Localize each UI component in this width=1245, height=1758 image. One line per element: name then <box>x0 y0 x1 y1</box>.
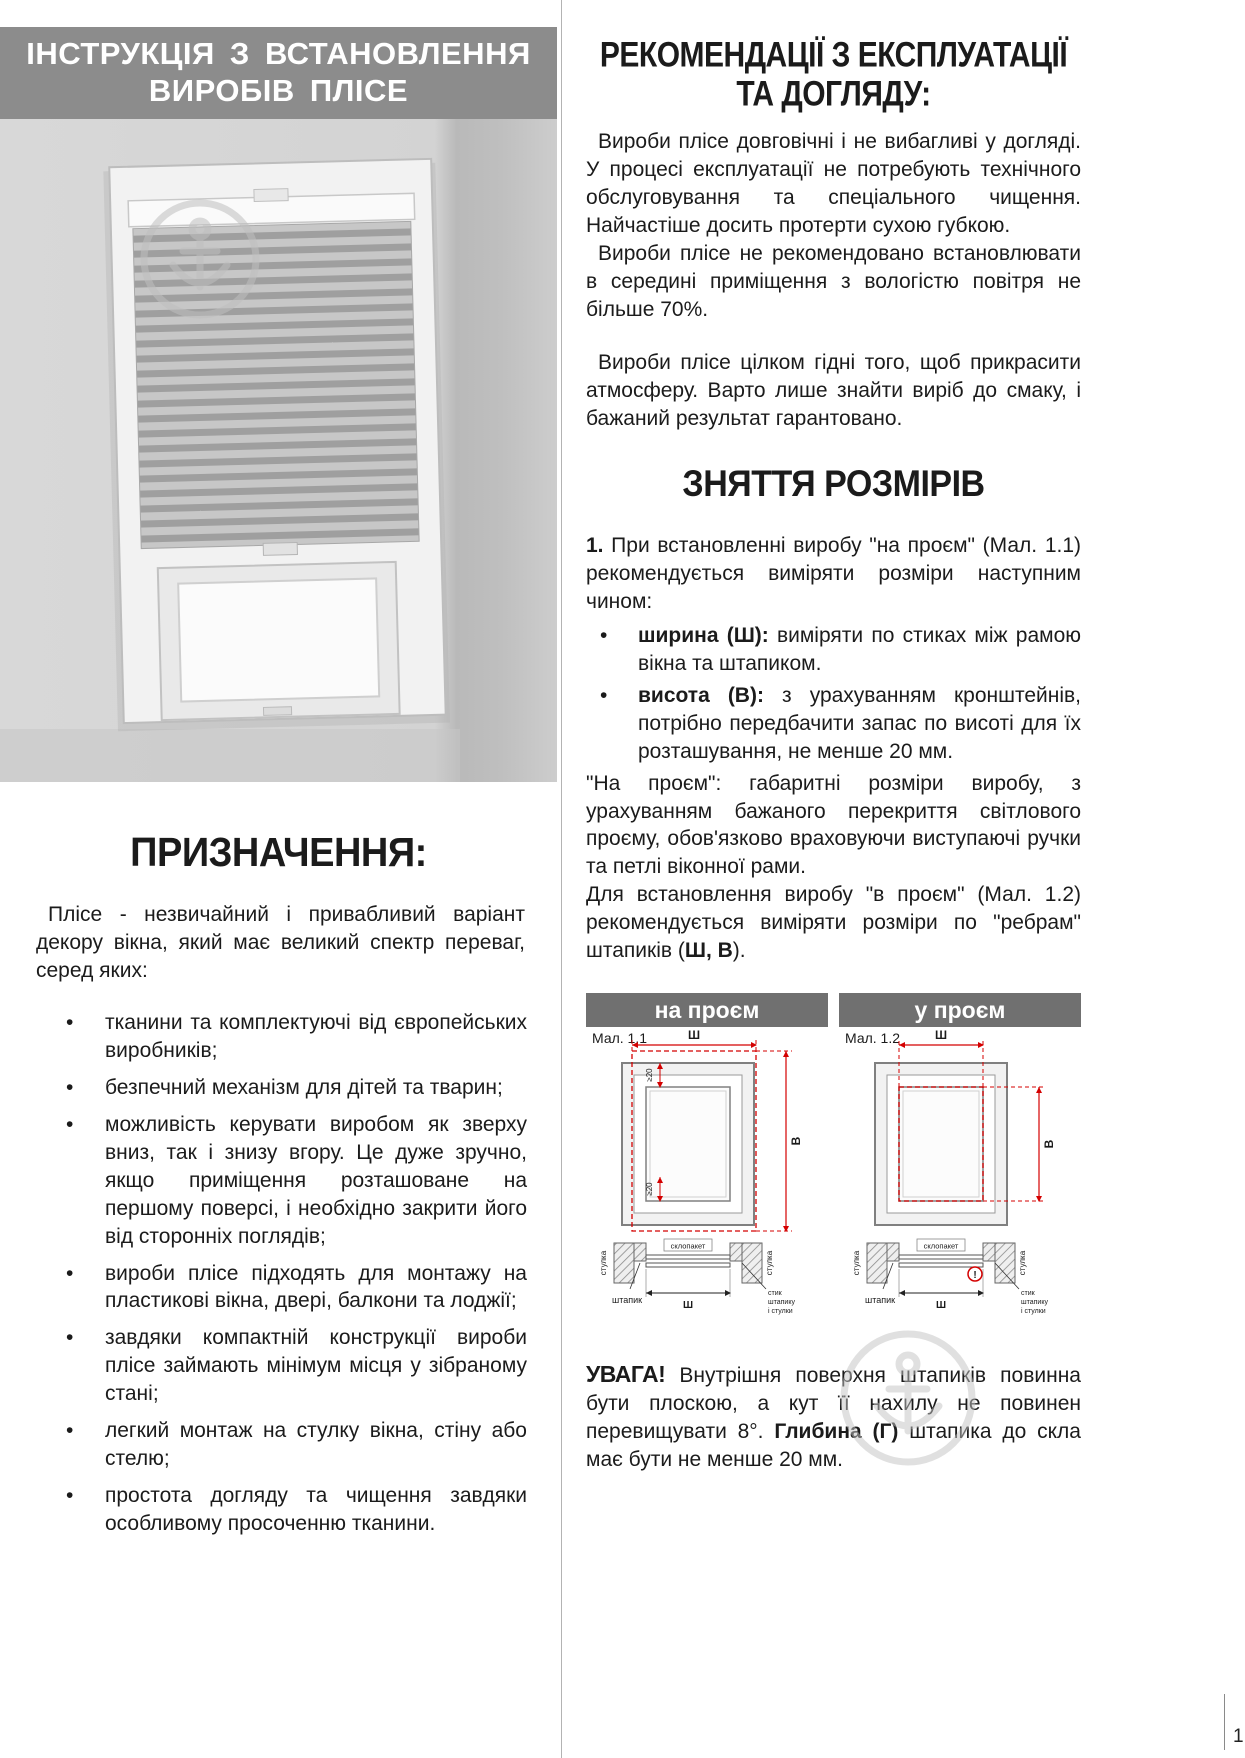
fig2-bead-label: штапик <box>865 1295 896 1306</box>
attention-label: УВАГА! <box>586 1361 666 1388</box>
figure-1-2-drawing <box>839 1027 1081 1327</box>
height-definition: з урахуванням кронштейнів, потрібно передбачити запас по висоті для їх розташування, не менше 20 мм. <box>638 683 1081 763</box>
window-drawing <box>622 1063 754 1225</box>
list-item <box>36 1417 527 1473</box>
fig2-sash-right-label: стулка <box>1018 1250 1027 1276</box>
list-item <box>36 1482 527 1538</box>
fig1-gap-top-label: ≥20 <box>645 1068 654 1082</box>
page-footer <box>1224 1694 1244 1750</box>
fig1-bead-label: штапик <box>612 1295 643 1306</box>
fig2-joint-line1: стик <box>1021 1290 1035 1298</box>
figure-1-header: на проєм <box>586 993 828 1027</box>
window-frame <box>103 159 450 731</box>
purpose-intro: Плісе - незвичайний і привабливий варіант декору вікна, який має великий спектр переваг, серед яких: <box>36 903 525 983</box>
blind-handle <box>263 543 297 556</box>
fig2-height-label: В <box>1042 1139 1056 1149</box>
fig1-glazing-label: склопакет <box>670 1241 706 1251</box>
figure-na-proem <box>586 993 828 1327</box>
left-column <box>0 0 557 1547</box>
bullet-marker: • <box>66 1075 74 1099</box>
bullet-marker: • <box>66 1419 74 1443</box>
attention-depth-term: Глибина (Г) <box>774 1419 899 1443</box>
v-proem-text: Для встановлення виробу "в проєм" (Мал. 1.2) рекомендується виміряти розміри по "ребрам" штапиків ( <box>586 883 1081 963</box>
list-item-text: вироби плісе підходять для монтажу на пластикові вікна, двері, балкони та лоджії; <box>105 1261 527 1313</box>
column-divider <box>561 0 562 1758</box>
left-header-line1: ІНСТРУКЦІЯ З ВСТАНОВЛЕННЯ <box>26 36 531 71</box>
window-illustration-svg <box>0 119 557 782</box>
bullet-marker: • <box>66 1483 74 1507</box>
care-paragraph-1: Вироби плісе довговічні і не вибагливі у догляді. У процесі експлуатації не потребують технічного обслуговування та спеціального чищення. Найчастіше досить протерти сухою губкою. <box>586 130 1081 237</box>
bullet-marker: • <box>66 1011 74 1035</box>
page-number: 1 <box>1233 1726 1244 1747</box>
v-proem-dims: Ш, В <box>684 939 733 963</box>
care-paragraph-3: Вироби плісе цілком гідні того, щоб прикрасити атмосферу. Варто лише знайти виріб до смаку, і бажаний результат гарантовано. <box>586 351 1081 431</box>
bullet-marker: • <box>600 623 608 647</box>
list-item <box>36 1074 527 1102</box>
care-title-line1: РЕКОМЕНДАЦІЇ З ЕКСПЛУАТАЦІЇ <box>599 36 1068 75</box>
list-item-text: простота догляду та чищення завдяки особливому просоченню тканини. <box>105 1483 527 1535</box>
list-item-text: завдяки компактній конструкції вироби плісе займають мінімум місця у зібраному стані; <box>105 1326 527 1406</box>
page-number-divider <box>1224 1694 1225 1750</box>
fig2-sash-left-label: стулка <box>852 1250 861 1276</box>
list-item <box>36 1260 527 1316</box>
purpose-list <box>36 1009 527 1538</box>
v-proem-close: ). <box>732 939 746 963</box>
list-item <box>586 682 1081 766</box>
headrail-handle <box>254 189 288 202</box>
bullet-marker: • <box>66 1261 74 1285</box>
fig2-width-bottom-label: Ш <box>935 1300 947 1312</box>
attention-text-2: штапика до скла має бути не менше 20 мм. <box>586 1419 1081 1471</box>
list-item-text: тканини та комплектуючі від європейських виробників; <box>105 1011 527 1063</box>
list-item-text: легкий монтаж на стулку вікна, стіну або стелю; <box>105 1419 527 1471</box>
care-title <box>586 36 1081 114</box>
fig1-sash-right-label: стулка <box>765 1250 774 1276</box>
measure-intro-text: При встановленні виробу "на проєм" (Мал. 1.1) рекомендується виміряти розміри наступним чином: <box>586 534 1081 614</box>
measure-intro <box>586 532 1081 616</box>
left-header-band <box>0 27 557 119</box>
care-title-line2: ТА ДОГЛЯДУ: <box>736 74 931 114</box>
width-term: ширина (Ш): <box>638 623 769 647</box>
figure-2-caption: Мал. 1.2 <box>845 1030 901 1047</box>
height-term: висота (В): <box>638 683 764 707</box>
fig1-joint-line2: штапику <box>768 1299 795 1307</box>
figure-u-proem <box>839 993 1081 1327</box>
window-illustration <box>0 119 557 782</box>
bullet-marker: • <box>600 683 608 707</box>
fig1-width-label: Ш <box>687 1028 701 1043</box>
list-item <box>36 1324 527 1408</box>
figure-1-caption: Мал. 1.1 <box>592 1030 648 1047</box>
measure-title: ЗНЯТТЯ РОЗМІРІВ <box>682 463 985 506</box>
fig1-sash-left-label: стулка <box>599 1250 608 1276</box>
bullet-marker: • <box>66 1326 74 1350</box>
fig1-height-label: В <box>789 1136 803 1146</box>
figures-row <box>586 993 1081 1327</box>
list-item <box>586 622 1081 678</box>
attention-text-1: Внутрішня поверхня штапиків повинна бути плоскою, а кут її нахилу не повинен перевищувати 8°. <box>586 1364 1081 1443</box>
fig2-joint-line2: штапику <box>1021 1299 1048 1307</box>
list-item <box>36 1009 527 1065</box>
figure-2-header: у проєм <box>839 993 1081 1027</box>
fig2-glazing-label: склопакет <box>923 1241 959 1251</box>
attention-paragraph <box>586 1359 1081 1474</box>
bullet-marker: • <box>66 1112 74 1136</box>
list-item-text: можливість керувати виробом як зверху вниз, так і знизу вгору. Це дуже зручно, якщо приміщення розташоване на першому поверсі, і необхідно закрити його від сторонніх поглядів; <box>105 1112 527 1248</box>
sash-handle <box>263 707 291 716</box>
right-column <box>586 0 1081 1474</box>
measure-list <box>586 622 1081 766</box>
fig1-joint-line3: і стулки <box>768 1308 793 1316</box>
width-definition: виміряти по стиках між рамою вікна та штапиком. <box>638 623 1081 675</box>
measure-intro-number: 1. <box>586 534 604 558</box>
care-paragraph-2: Вироби плісе не рекомендовано встановлювати в середині приміщення з вологістю повітря не більше 70%. <box>586 241 1081 321</box>
list-item <box>36 1111 527 1251</box>
fig1-gap-bottom-label: ≥20 <box>645 1182 654 1196</box>
figure-1-1-drawing <box>586 1027 828 1327</box>
fig2-width-label: Ш <box>934 1028 948 1043</box>
fig1-width-bottom-label: Ш <box>682 1300 694 1312</box>
measure-paragraph-na-proem: "На проєм": габаритні розміри виробу, з урахуванням бажаного перекриття світлового проєму, обов'язково враховуючи виступаючі ручки та петлі віконної рами. <box>586 771 1081 879</box>
purpose-title: ПРИЗНАЧЕННЯ: <box>130 830 427 877</box>
fig2-warning-mark: ! <box>973 1270 977 1282</box>
measure-paragraph-v-proem <box>586 881 1081 965</box>
window-glass <box>178 579 379 702</box>
left-header-line2: ВИРОБІВ ПЛІСЕ <box>148 73 409 109</box>
fig1-joint-line1: стик <box>768 1290 782 1298</box>
fig2-joint-line3: і стулки <box>1021 1308 1046 1316</box>
list-item-text: безпечний механізм для дітей та тварин; <box>105 1075 503 1099</box>
